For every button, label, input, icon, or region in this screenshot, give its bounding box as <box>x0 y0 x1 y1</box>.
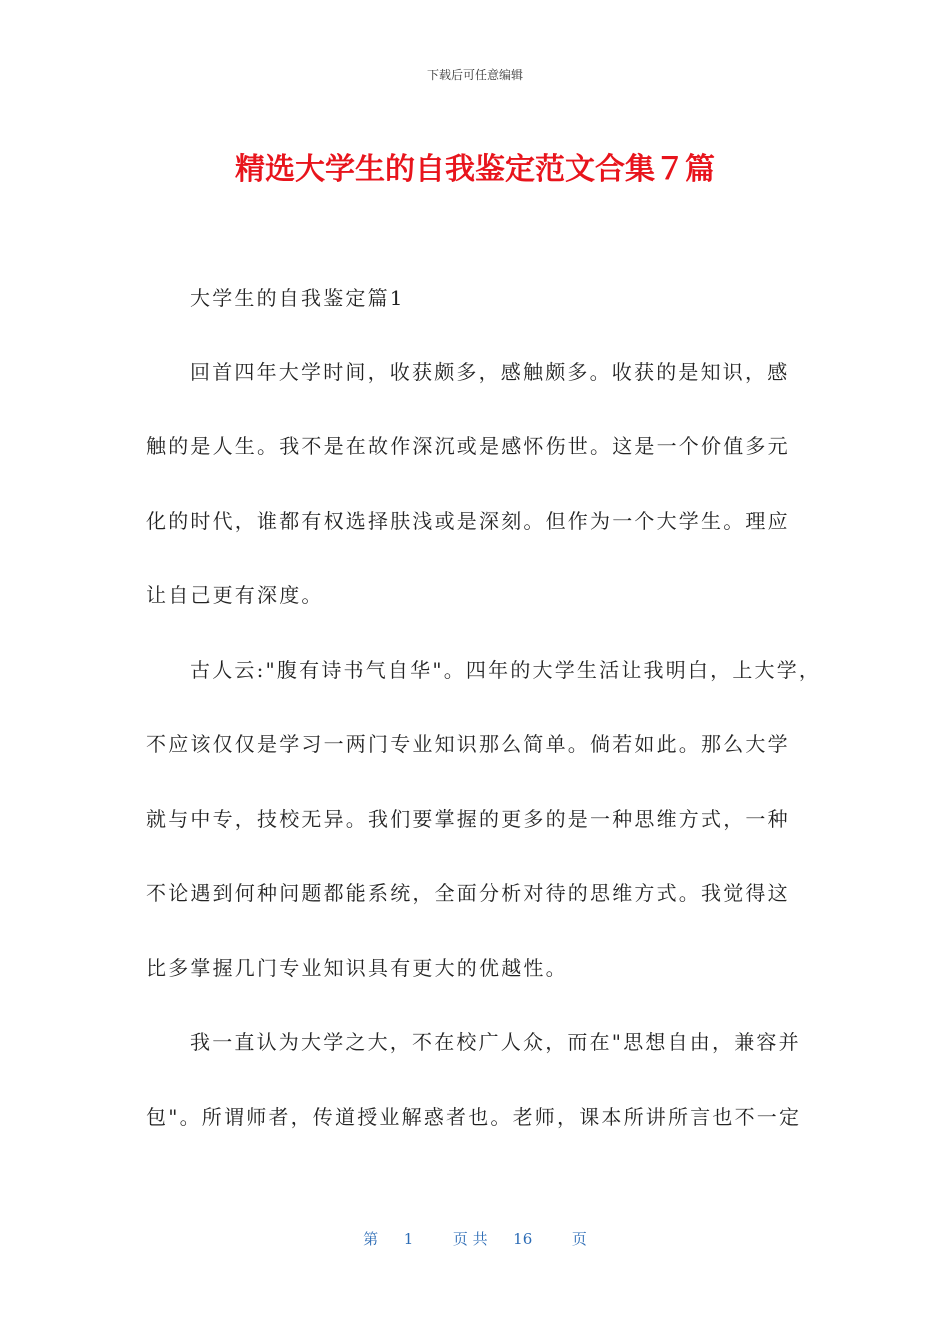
page-footer <box>0 1228 950 1249</box>
footer-total-pages: 16 <box>513 1230 533 1248</box>
section-heading: 大学生的自我鉴定篇1 <box>190 286 405 310</box>
footer-prefix: 第 <box>363 1230 379 1248</box>
document-title: 精选大学生的自我鉴定范文合集７篇 <box>235 152 715 187</box>
paragraph-line: 比多掌握几门专业知识具有更大的优越性。 <box>146 956 568 980</box>
paragraph-line: 古人云:"腹有诗书气自华"。四年的大学生活让我明白，上大学， <box>190 658 822 682</box>
footer-mid: 页 共 <box>452 1230 488 1248</box>
paragraph-line: 回首四年大学时间，收获颇多，感触颇多。收获的是知识，感 <box>190 360 790 384</box>
paragraph-line: 包"。所谓师者，传道授业解惑者也。老师，课本所讲所言也不一定 <box>146 1105 802 1129</box>
page-header-note: 下载后可任意编辑 <box>426 68 523 82</box>
paragraph-line: 不论遇到何种问题都能系统，全面分析对待的思维方式。我觉得这 <box>146 881 790 905</box>
footer-suffix: 页 <box>571 1230 587 1248</box>
paragraph-line: 我一直认为大学之大，不在校广人众，而在"思想自由，兼容并 <box>190 1030 801 1054</box>
paragraph-line: 不应该仅仅是学习一两门专业知识那么简单。倘若如此。那么大学 <box>146 732 790 756</box>
footer-page-number: 1 <box>403 1230 414 1248</box>
paragraph-line: 化的时代，谁都有权选择肤浅或是深刻。但作为一个大学生。理应 <box>146 509 790 533</box>
paragraph-line: 就与中专，技校无异。我们要掌握的更多的是一种思维方式，一种 <box>146 807 790 831</box>
paragraph-line: 触的是人生。我不是在故作深沉或是感怀伤世。这是一个价值多元 <box>146 434 790 458</box>
paragraph-line: 让自己更有深度。 <box>146 583 324 607</box>
